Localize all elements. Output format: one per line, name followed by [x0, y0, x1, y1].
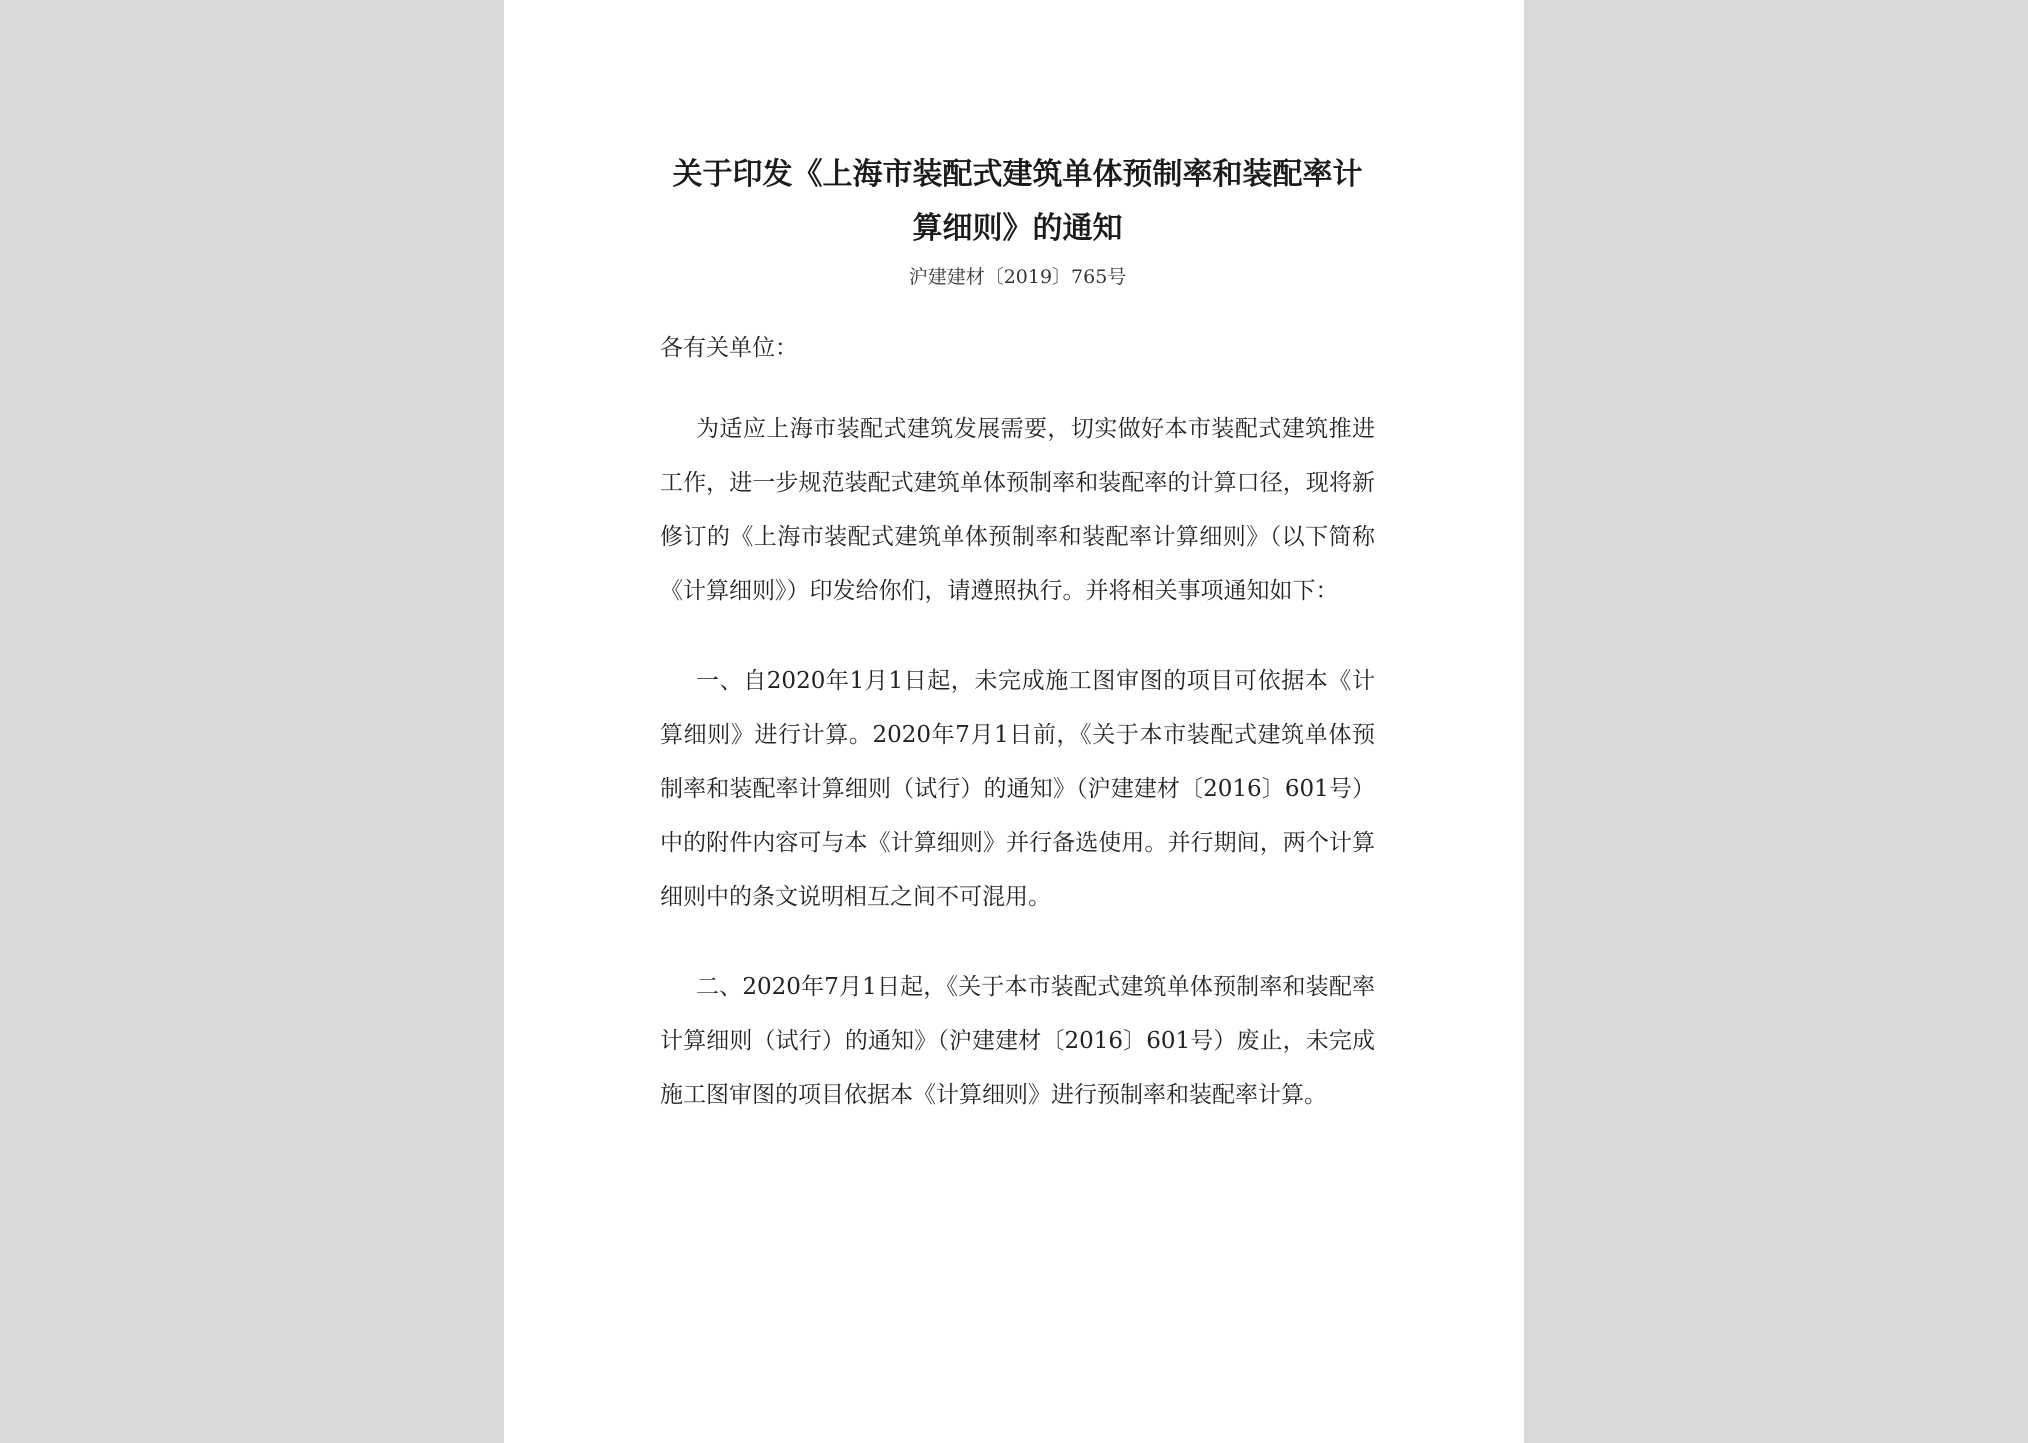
paragraph-item-1: 一、自2020年1月1日起，未完成施工图审图的项目可依据本《计算细则》进行计算。2020年7月1日前，《关于本市装配式建筑单体预制率和装配率计算细则（试行）的通知》（沪建建材〔2016〕601号）中的附件内容可与本《计算细则》并行备选使用。并行期间，两个计算细则中的条文说明相互之间不可混用。 [660, 668, 1375, 910]
salutation: 各有关单位： [660, 335, 798, 361]
document-number: 沪建建材〔2019〕765号 [908, 266, 1127, 288]
document-page [504, 0, 1524, 1443]
document-content [660, 148, 1375, 1122]
paragraph-item-2: 二、2020年7月1日起，《关于本市装配式建筑单体预制率和装配率计算细则（试行）的通知》（沪建建材〔2016〕601号）废止，未完成施工图审图的项目依据本《计算细则》进行预制率和装配率计算。 [660, 974, 1375, 1108]
document-title: 关于印发《上海市装配式建筑单体预制率和装配率计算细则》的通知 [672, 157, 1363, 246]
paragraph-intro: 为适应上海市装配式建筑发展需要，切实做好本市装配式建筑推进工作，进一步规范装配式建筑单体预制率和装配率的计算口径，现将新修订的《上海市装配式建筑单体预制率和装配率计算细则》（以下简称《计算细则》）印发给你们，请遵照执行。并将相关事项通知如下： [660, 416, 1375, 604]
